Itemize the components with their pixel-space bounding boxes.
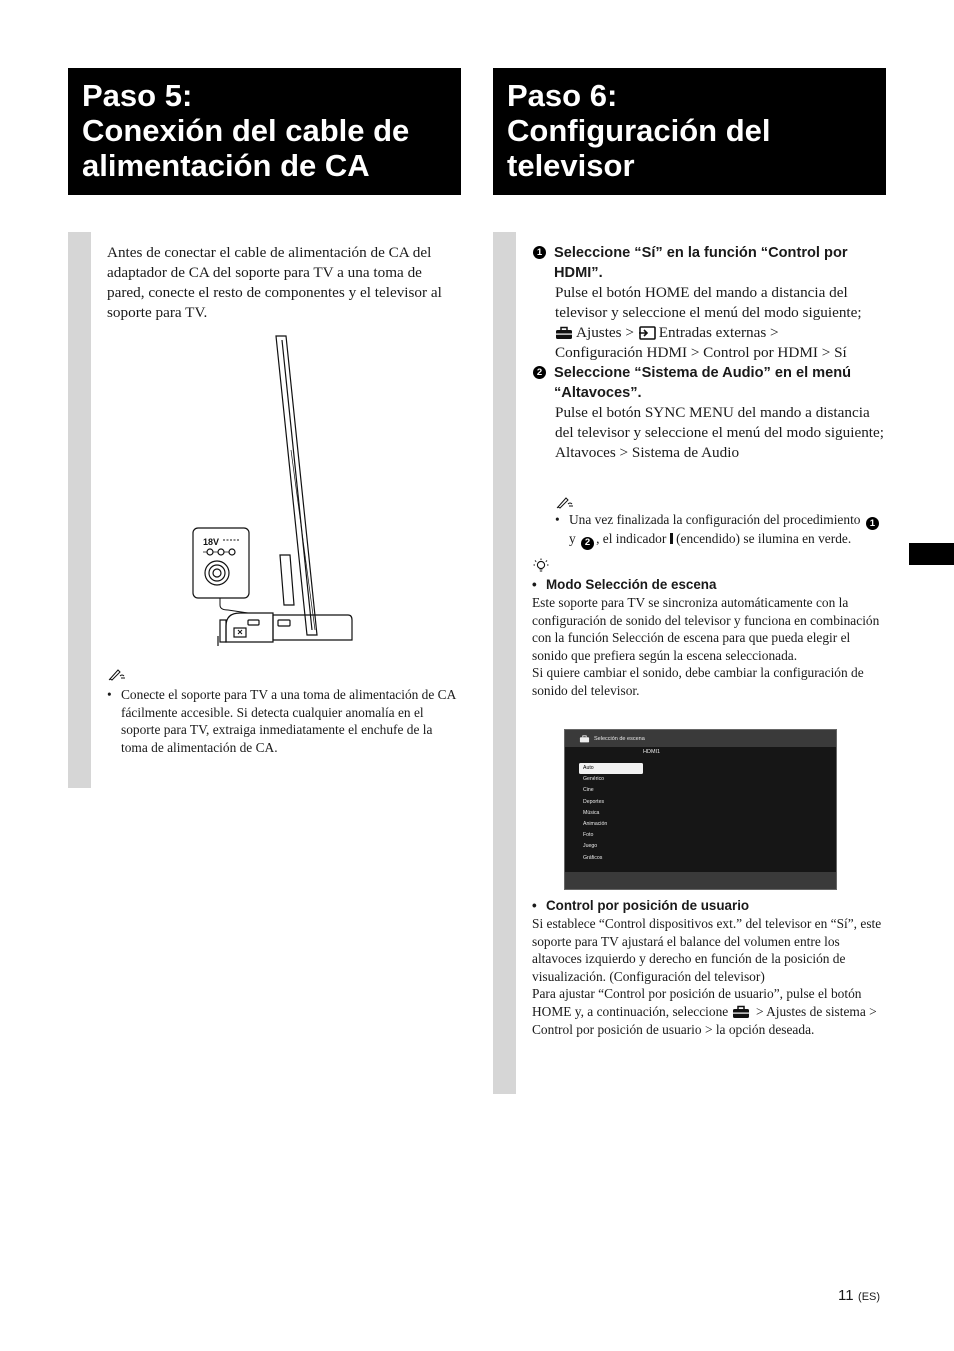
path-settings: Ajustes >	[576, 324, 634, 341]
scene-menu-item[interactable]: Animación	[583, 820, 608, 827]
section-edge-tab	[909, 543, 954, 565]
step-heading-1: Seleccione “Sí” en la función “Control por HDMI”.	[554, 245, 848, 281]
step-path-1b: Configuración HDMI > Control por HDMI > Sí	[555, 344, 847, 361]
tip-body-1: Este soporte para TV se sincroniza automáticamente con la configuración de sonido del televisor y funciona en combinación con la función Selección de escena para que pueda elegir el sonido que prefiera según la escena seleccionada.	[532, 595, 880, 663]
step-number-1: 1	[533, 246, 546, 259]
step6-steps	[533, 243, 889, 463]
step-heading-2: Seleccione “Sistema de Audio” en el menú “Altavoces”.	[554, 365, 852, 401]
note-text-part: (encendido) se ilumina en verde.	[676, 531, 852, 547]
step5-title-line: Conexión del cable de	[82, 113, 410, 148]
bullet-dot: •	[555, 512, 560, 527]
screen-header	[565, 730, 836, 747]
step5-note	[107, 686, 462, 756]
step5-title-line: alimentación de CA	[82, 148, 370, 183]
tip-body-1b: Si quiere cambiar el sonido, debe cambiar la configuración de sonido del televisor.	[532, 665, 864, 698]
tip-body-2b	[532, 985, 888, 1038]
tip-heading-1: Modo Selección de escena	[546, 577, 717, 592]
tip-user-position	[532, 897, 888, 1038]
path-external-inputs: Entradas externas >	[658, 324, 779, 341]
scene-menu-list	[579, 763, 643, 864]
screen-input-label: HDMI1	[643, 749, 661, 755]
note-text-part: y	[569, 531, 576, 547]
step-item-2	[533, 363, 889, 463]
step5-intro: Antes de conectar el cable de alimentación de CA del adaptador de CA del soporte para TV a una toma de pared, conecte el resto de componentes y el televisor al soporte para TV.	[107, 244, 442, 321]
scene-menu-item-selected[interactable]: Auto	[579, 763, 643, 774]
step5-side-bar	[68, 232, 91, 788]
tip-body-2b-part: Para ajustar “Control por posición de usuario”, pulse el botón HOME y, a continuación, seleccione	[532, 986, 862, 1019]
toolbox-icon	[732, 1005, 750, 1019]
bullet-dot: •	[532, 898, 537, 913]
step6-title-line: Paso 6:	[507, 78, 618, 113]
scene-menu-item[interactable]: Cine	[583, 787, 594, 794]
scene-menu-item[interactable]: Foto	[583, 832, 594, 839]
external-inputs-icon	[638, 326, 656, 340]
page-number	[838, 1287, 880, 1305]
voltage-label: 18V	[203, 537, 220, 547]
step6-title	[493, 68, 886, 195]
note-pencil-icon	[556, 496, 574, 509]
note-pencil-icon	[108, 668, 126, 681]
step-path-2: Altavoces > Sistema de Audio	[555, 444, 740, 461]
step-body-2: Pulse el botón SYNC MENU del mando a distancia del televisor y seleccione el menú del modo siguiente;	[555, 404, 884, 441]
lightbulb-icon	[533, 558, 549, 573]
page-number-value: 11	[838, 1287, 854, 1304]
note-text-part: , el indicador	[596, 531, 667, 547]
tip-heading-2: Control por posición de usuario	[546, 898, 750, 913]
step-number-2: 2	[533, 366, 546, 379]
tv-menu-screenshot	[564, 729, 837, 890]
scene-menu-item[interactable]: Juego	[583, 843, 598, 850]
scene-menu-item[interactable]: Gráficos	[583, 854, 603, 861]
step-item-1	[533, 243, 889, 363]
scene-menu-item[interactable]: Deportes	[583, 798, 605, 805]
inline-step-number: 1	[866, 517, 879, 530]
step-body-1: Pulse el botón HOME del mando a distancia del televisor y seleccione el menú del modo siguiente;	[555, 284, 862, 321]
tv-stand-connection-diagram	[190, 330, 355, 650]
step-path-1	[555, 323, 889, 343]
step5-note-text: Conecte el soporte para TV a una toma de alimentación de CA fácilmente accesible. Si detecta cualquier anomalía en el soporte para TV, extraiga inmediatamente el enchufe de la toma de alimentación de CA.	[121, 687, 456, 755]
scene-menu-item[interactable]: Música	[583, 809, 600, 816]
bullet-dot: •	[532, 577, 537, 592]
tip-body-2b-part: > Ajustes de sistema > Control por posición de usuario > la opción deseada.	[532, 1003, 877, 1037]
screen-header-title: Selección de escena	[594, 735, 645, 742]
toolbox-icon	[555, 326, 573, 340]
screen-footer	[565, 872, 836, 889]
note-text-part: Una vez finalizada la configuración del procedimiento	[569, 512, 861, 527]
step5-title-line: Paso 5:	[82, 78, 193, 113]
tip-body-2: Si establece “Control dispositivos ext.” del televisor en “Sí”, este soporte para TV ajustará el balance del volumen entre los altavoces izquierdo y derecho en función de la posición de visualización. (Configuración del televisor)	[532, 916, 882, 984]
toolbox-icon	[579, 735, 590, 743]
step6-note	[555, 511, 889, 550]
indicator-icon	[670, 533, 673, 544]
step5-title	[68, 68, 461, 195]
step6-side-bar	[493, 232, 516, 1094]
step6-title-line: Configuración del	[507, 113, 771, 148]
page-language: (ES)	[858, 1291, 881, 1303]
bullet-dot: •	[107, 687, 112, 702]
scene-menu-item[interactable]: Genérico	[583, 776, 605, 783]
tip-scene-selection	[532, 576, 888, 700]
step6-title-line: televisor	[507, 148, 635, 183]
inline-step-number: 2	[581, 537, 594, 550]
